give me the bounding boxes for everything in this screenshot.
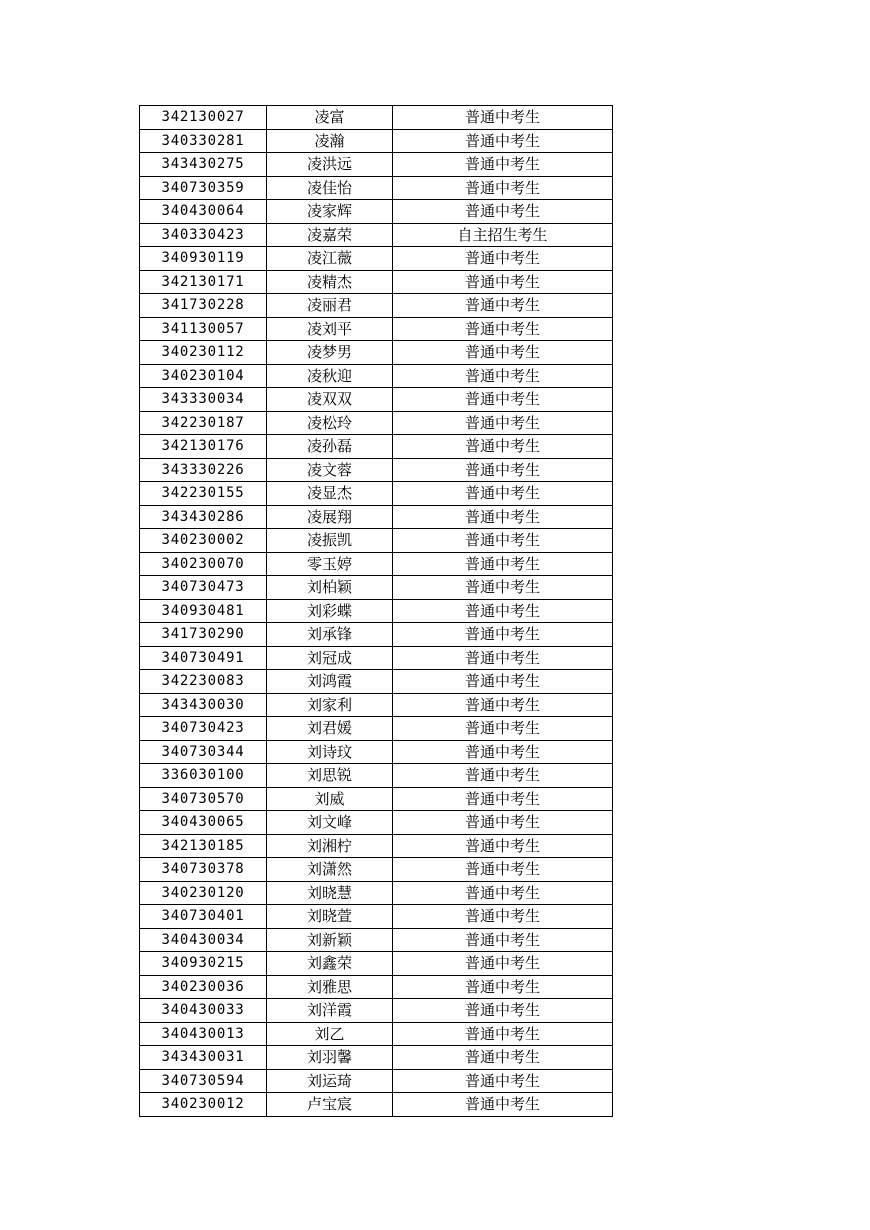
candidate-id-cell: 342230083 [140,670,267,694]
student-name-cell: 刘羽馨 [267,1046,393,1070]
student-name-cell: 刘雅思 [267,975,393,999]
table-row [140,975,613,999]
student-name-cell: 凌刘平 [267,317,393,341]
student-name-cell: 刘君媛 [267,717,393,741]
admission-type-cell: 普通中考生 [393,435,613,459]
table-row [140,153,613,177]
admission-type-cell: 普通中考生 [393,1022,613,1046]
admission-type-cell: 普通中考生 [393,552,613,576]
table-row [140,505,613,529]
admission-type-cell: 普通中考生 [393,740,613,764]
candidate-id-cell: 340730570 [140,787,267,811]
candidate-id-cell: 340230012 [140,1093,267,1117]
admission-type-cell: 普通中考生 [393,787,613,811]
student-name-cell: 刘湘柠 [267,834,393,858]
table-row [140,858,613,882]
student-name-cell: 凌富 [267,106,393,130]
table-row [140,317,613,341]
candidate-id-cell: 340930215 [140,952,267,976]
table-row [140,646,613,670]
student-name-cell: 刘冠成 [267,646,393,670]
candidate-id-cell: 336030100 [140,764,267,788]
table-row [140,952,613,976]
candidate-id-cell: 342130176 [140,435,267,459]
table-row [140,411,613,435]
candidate-id-cell: 340730594 [140,1069,267,1093]
admission-type-cell: 普通中考生 [393,388,613,412]
candidate-id-cell: 340230036 [140,975,267,999]
admission-type-cell: 普通中考生 [393,270,613,294]
student-name-cell: 凌嘉荣 [267,223,393,247]
admission-type-cell: 普通中考生 [393,576,613,600]
admission-type-cell: 普通中考生 [393,458,613,482]
candidate-id-cell: 343330034 [140,388,267,412]
admission-type-cell: 普通中考生 [393,411,613,435]
candidate-id-cell: 343330226 [140,458,267,482]
table-row [140,176,613,200]
candidate-id-cell: 342130171 [140,270,267,294]
admission-type-cell: 普通中考生 [393,999,613,1023]
student-name-cell: 凌孙磊 [267,435,393,459]
candidate-id-cell: 340730473 [140,576,267,600]
table-row [140,740,613,764]
table-row [140,223,613,247]
candidate-id-cell: 343430031 [140,1046,267,1070]
admission-type-cell: 普通中考生 [393,106,613,130]
candidate-id-cell: 340230104 [140,364,267,388]
admission-type-cell: 普通中考生 [393,1046,613,1070]
student-name-cell: 刘鸿霞 [267,670,393,694]
candidate-id-cell: 340330281 [140,129,267,153]
student-name-cell: 刘威 [267,787,393,811]
table-row [140,599,613,623]
student-name-cell: 凌振凯 [267,529,393,553]
candidate-id-cell: 341730228 [140,294,267,318]
student-name-cell: 凌展翔 [267,505,393,529]
student-name-cell: 刘思锐 [267,764,393,788]
table-row [140,670,613,694]
table-row [140,482,613,506]
admission-type-cell: 普通中考生 [393,1069,613,1093]
admission-type-cell: 普通中考生 [393,764,613,788]
student-name-cell: 凌洪远 [267,153,393,177]
admission-type-cell: 普通中考生 [393,294,613,318]
candidate-id-cell: 340730423 [140,717,267,741]
table-row [140,576,613,600]
candidate-id-cell: 340730359 [140,176,267,200]
student-name-cell: 凌松玲 [267,411,393,435]
admission-type-cell: 普通中考生 [393,623,613,647]
admission-type-cell: 普通中考生 [393,364,613,388]
candidate-id-cell: 340730491 [140,646,267,670]
table-row [140,1046,613,1070]
table-row [140,905,613,929]
table-row [140,928,613,952]
admission-type-cell: 自主招生考生 [393,223,613,247]
student-name-cell: 凌秋迎 [267,364,393,388]
student-name-cell: 刘柏颖 [267,576,393,600]
candidate-id-cell: 340230120 [140,881,267,905]
candidate-id-cell: 340430065 [140,811,267,835]
student-name-cell: 刘潇然 [267,858,393,882]
table-row [140,247,613,271]
student-name-cell: 凌家辉 [267,200,393,224]
table-row [140,999,613,1023]
admission-type-cell: 普通中考生 [393,834,613,858]
admission-type-cell: 普通中考生 [393,317,613,341]
table-row [140,200,613,224]
admission-type-cell: 普通中考生 [393,599,613,623]
admission-type-cell: 普通中考生 [393,952,613,976]
student-name-cell: 凌瀚 [267,129,393,153]
table-row [140,787,613,811]
student-name-cell: 刘文峰 [267,811,393,835]
student-name-cell: 凌梦男 [267,341,393,365]
table-row [140,388,613,412]
student-name-cell: 刘运琦 [267,1069,393,1093]
admission-type-cell: 普通中考生 [393,811,613,835]
candidate-id-cell: 340730378 [140,858,267,882]
admission-type-cell: 普通中考生 [393,153,613,177]
table-row [140,693,613,717]
admission-type-cell: 普通中考生 [393,717,613,741]
admission-type-cell: 普通中考生 [393,693,613,717]
admission-type-cell: 普通中考生 [393,341,613,365]
candidate-id-cell: 342130027 [140,106,267,130]
student-name-cell: 刘诗玟 [267,740,393,764]
table-row [140,717,613,741]
admission-type-cell: 普通中考生 [393,881,613,905]
candidate-id-cell: 340430034 [140,928,267,952]
candidate-id-cell: 340730401 [140,905,267,929]
table-row [140,341,613,365]
admission-type-cell: 普通中考生 [393,646,613,670]
candidate-id-cell: 340430013 [140,1022,267,1046]
table-row [140,764,613,788]
admission-type-cell: 普通中考生 [393,1093,613,1117]
student-name-cell: 凌江薇 [267,247,393,271]
candidate-id-cell: 343430275 [140,153,267,177]
student-name-cell: 凌佳怡 [267,176,393,200]
student-name-cell: 卢宝宸 [267,1093,393,1117]
table-row [140,811,613,835]
candidate-id-cell: 342230155 [140,482,267,506]
student-name-cell: 刘洋霞 [267,999,393,1023]
student-name-cell: 刘晓萱 [267,905,393,929]
admission-type-cell: 普通中考生 [393,129,613,153]
table-row [140,1093,613,1117]
table-row [140,294,613,318]
student-name-cell: 刘鑫荣 [267,952,393,976]
admission-type-cell: 普通中考生 [393,670,613,694]
student-name-cell: 凌文蓉 [267,458,393,482]
candidate-id-cell: 340930119 [140,247,267,271]
table-row [140,129,613,153]
table-row [140,364,613,388]
student-name-cell: 凌丽君 [267,294,393,318]
admission-type-cell: 普通中考生 [393,482,613,506]
admission-type-cell: 普通中考生 [393,247,613,271]
table-row [140,270,613,294]
candidate-id-cell: 342230187 [140,411,267,435]
student-name-cell: 凌精杰 [267,270,393,294]
admission-type-cell: 普通中考生 [393,975,613,999]
candidate-id-cell: 341730290 [140,623,267,647]
table-row [140,1022,613,1046]
admission-type-cell: 普通中考生 [393,176,613,200]
table-row [140,623,613,647]
candidate-id-cell: 341130057 [140,317,267,341]
candidate-id-cell: 340730344 [140,740,267,764]
student-name-cell: 刘家利 [267,693,393,717]
student-name-cell: 刘承锋 [267,623,393,647]
admission-type-cell: 普通中考生 [393,928,613,952]
student-name-cell: 刘新颖 [267,928,393,952]
table-row [140,834,613,858]
student-name-cell: 零玉婷 [267,552,393,576]
admission-type-cell: 普通中考生 [393,858,613,882]
candidate-id-cell: 340330423 [140,223,267,247]
table-row [140,529,613,553]
student-name-cell: 刘晓慧 [267,881,393,905]
table-row [140,106,613,130]
candidate-id-cell: 340430033 [140,999,267,1023]
candidate-id-cell: 343430286 [140,505,267,529]
roster-table-body [140,106,613,1117]
candidate-id-cell: 340230002 [140,529,267,553]
candidate-id-cell: 340230112 [140,341,267,365]
student-roster-table [139,105,613,1117]
table-row [140,1069,613,1093]
table-row [140,552,613,576]
admission-type-cell: 普通中考生 [393,905,613,929]
table-row [140,435,613,459]
admission-type-cell: 普通中考生 [393,529,613,553]
student-name-cell: 凌双双 [267,388,393,412]
table-row [140,458,613,482]
admission-type-cell: 普通中考生 [393,505,613,529]
student-name-cell: 刘乙 [267,1022,393,1046]
candidate-id-cell: 340230070 [140,552,267,576]
table-row [140,881,613,905]
candidate-id-cell: 340930481 [140,599,267,623]
admission-type-cell: 普通中考生 [393,200,613,224]
candidate-id-cell: 342130185 [140,834,267,858]
candidate-id-cell: 340430064 [140,200,267,224]
candidate-id-cell: 343430030 [140,693,267,717]
student-name-cell: 凌显杰 [267,482,393,506]
student-name-cell: 刘彩蝶 [267,599,393,623]
